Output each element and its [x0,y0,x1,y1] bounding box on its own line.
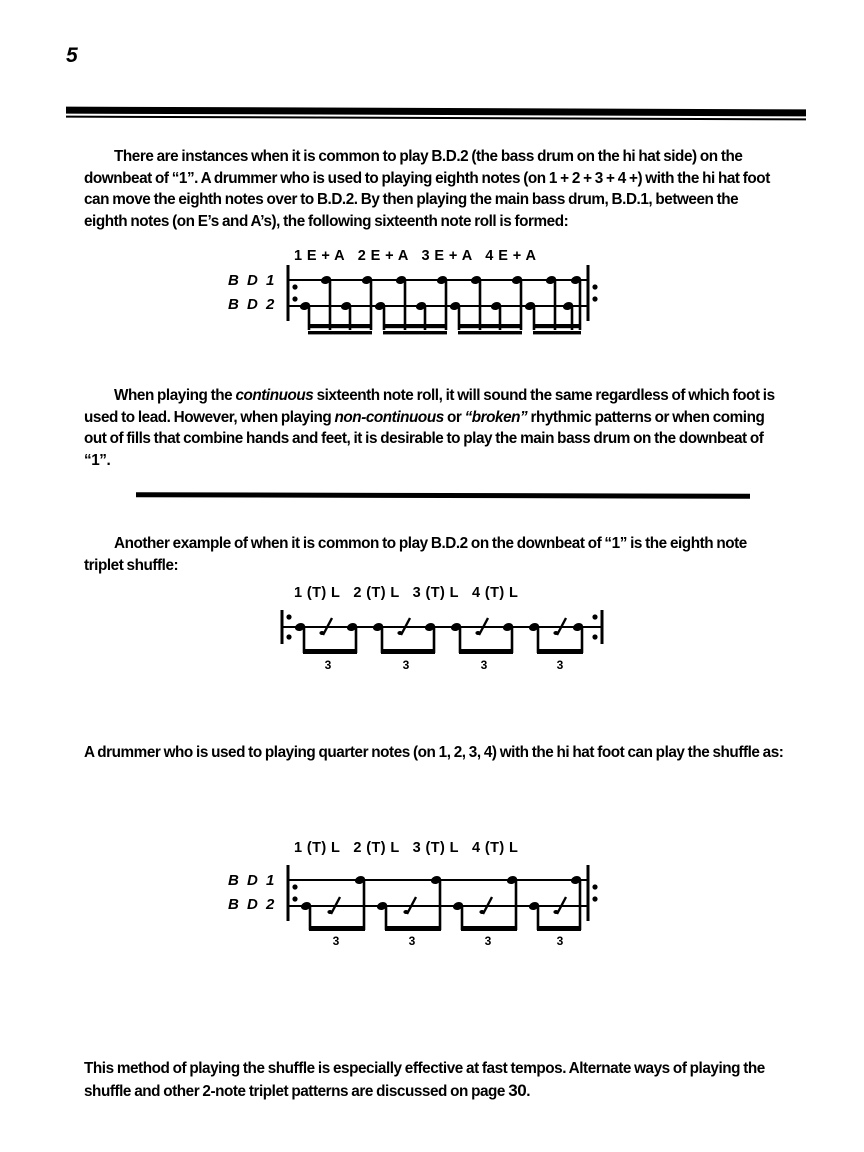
staff-3-label-bd1: B D 1 [228,872,277,889]
text-run: This method of playing the shuffle is especially effective at fast tempos. Alternate ways of playing the shuffle and other 2-note triplet patterns are discussed on page [84,1060,765,1100]
paragraph-2 [84,385,784,471]
staff-3-label-bd2: B D 2 [228,896,277,913]
svg-text:3: 3 [556,934,564,948]
page-number: 5 [66,44,78,67]
paragraph-4 [84,742,784,764]
text-run: continuous [235,387,314,404]
notation-shuffle-split-bass-drums [228,840,608,950]
text-run: . [526,1082,531,1100]
paragraph-5 [84,1058,794,1102]
svg-text:3: 3 [332,934,340,948]
paragraph-1 [84,146,784,232]
top-double-rule [66,108,806,119]
staff-3-graphic [228,840,608,950]
text-run: sixteenth note roll, it will sound the same regardless of which foot is used to lead. However, when playing [84,387,775,426]
top-rule-thick [66,107,806,117]
text-run: 30 [508,1080,527,1100]
staff-1-graphic [228,248,608,343]
svg-text:3: 3 [408,934,416,948]
staff-2-graphic [272,585,612,675]
staff-3-counts: 1 (T) L 2 (T) L 3 (T) L 4 (T) L [294,840,519,856]
section-divider-rule [136,492,750,499]
svg-text:3: 3 [324,658,332,672]
text-run: or [443,408,465,426]
notation-sixteenth-note-roll [228,248,608,343]
notation-eighth-note-triplet-shuffle [272,585,612,675]
paragraph-3 [84,533,784,576]
staff-1-label-bd1: B D 1 [228,272,277,289]
svg-text:3: 3 [402,658,410,672]
text-run: rhythmic patterns or when coming out of fills that combine hands and feet, it is desirable to play the main bass drum on the downbeat of “1”. [84,408,765,469]
text-run: “broken” [464,408,528,426]
text-run: non-continuous [334,408,444,426]
svg-text:3: 3 [484,934,492,948]
text-run: Another example of when it is common to play B.D.2 on the downbeat of “1” is the eighth note triplet shuffle: [84,535,747,574]
text-run: A drummer who is used to playing quarter notes (on 1, 2, 3, 4) with the hi hat foot can play the shuffle as: [84,744,784,761]
text-run: When playing the [114,387,236,404]
svg-text:3: 3 [480,658,488,672]
staff-2-counts: 1 (T) L 2 (T) L 3 (T) L 4 (T) L [294,585,519,601]
staff-1-counts: 1 E + A 2 E + A 3 E + A 4 E + A [294,248,537,264]
text-run: There are instances when it is common to play B.D.2 (the bass drum on the hi hat side) on the downbeat of “1”. A drummer who is used to playing eighth notes (on 1 + 2 + 3 + 4 +) with the hi hat foot can move the eighth notes over to B.D.2. By then playing the main bass drum, B.D.1, between the eighth notes (on E’s and A’s), the following sixteenth note roll is formed: [84,148,770,230]
staff-1-label-bd2: B D 2 [228,296,277,313]
svg-text:3: 3 [556,658,564,672]
top-rule-thin [66,116,806,121]
